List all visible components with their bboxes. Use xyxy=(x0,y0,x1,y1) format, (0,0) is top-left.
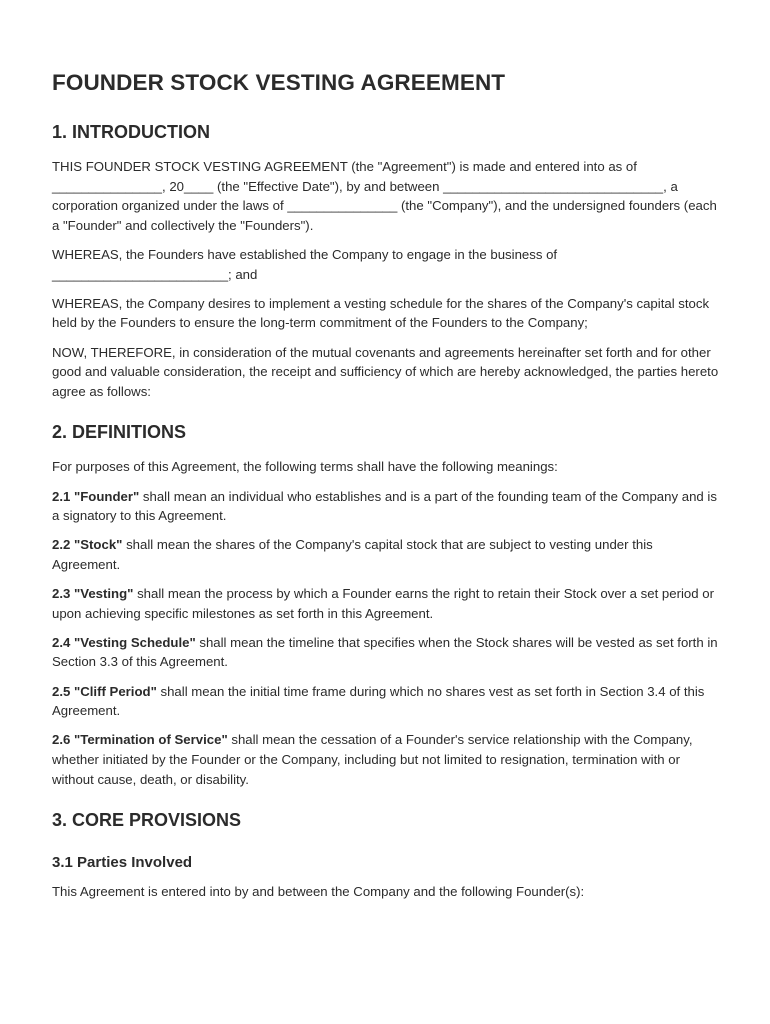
definitions-intro: For purposes of this Agreement, the following terms shall have the following meanings: xyxy=(52,459,558,475)
core-provisions-heading: 3. CORE PROVISIONS xyxy=(52,810,242,831)
whereas-business-paragraph: WHEREAS, the Founders have established the Company to engage in the business of ________________________; and xyxy=(52,246,558,282)
introduction-section xyxy=(52,122,720,401)
definition-term: 2.4 "Vesting Schedule" xyxy=(52,634,196,650)
definitions-section xyxy=(52,422,720,789)
whereas-vesting-paragraph: WHEREAS, the Company desires to implement a vesting schedule for the shares of the Company's capital stock held by the Founders to ensure the long-term commitment of the Founders to the Company; xyxy=(52,295,710,331)
definition-item-cliff-period xyxy=(52,682,720,721)
definition-text: shall mean the timeline that specifies when the Stock shares will be vested as set forth in Section 3.3 of this Agreement. xyxy=(52,634,718,670)
parties-involved-heading: 3.1 Parties Involved xyxy=(52,854,193,872)
definition-item-stock xyxy=(52,535,720,574)
definition-term: 2.5 "Cliff Period" xyxy=(52,683,157,699)
definition-text: shall mean the shares of the Company's capital stock that are subject to vesting under this Agreement. xyxy=(52,537,653,572)
definition-text: shall mean the process by which a Founder earns the right to retain their Stock over a set period or upon achieving specific milestones as set forth in this Agreement. xyxy=(52,586,714,621)
definition-item-vesting-schedule xyxy=(52,633,720,672)
definition-text: shall mean the initial time frame during which no shares vest as set forth in Section 3.4 of this Agreement. xyxy=(52,683,705,719)
definition-term: 2.1 "Founder" xyxy=(52,488,140,504)
definition-item-founder xyxy=(52,487,720,526)
definition-term: 2.6 "Termination of Service" xyxy=(52,732,228,748)
definition-text: shall mean the cessation of a Founder's service relationship with the Company, whether initiated by the Founder or the Company, including but not limited to resignation, termination with or without cause, death, or disability. xyxy=(52,732,693,787)
introduction-paragraph: THIS FOUNDER STOCK VESTING AGREEMENT (the "Agreement") is made and entered into as of _______________, 20____ (the "Effective Date"), by and between ______________________________, a corporation organized under the laws of _______________ (the "Company"), and the undersigned founders (each a "Founder" and collectively the "Founders"). xyxy=(52,159,717,233)
parties-involved-text: This Agreement is entered into by and between the Company and the following Founder(s): xyxy=(52,884,585,900)
definition-item-termination-of-service xyxy=(52,730,720,789)
definition-text: shall mean an individual who establishes and is a part of the founding team of the Company and is a signatory to this Agreement. xyxy=(52,488,717,524)
definition-item-vesting xyxy=(52,584,720,623)
core-provisions-section xyxy=(52,810,720,902)
definitions-heading: 2. DEFINITIONS xyxy=(52,422,187,443)
definition-term: 2.2 "Stock" xyxy=(52,537,123,553)
definition-term: 2.3 "Vesting" xyxy=(52,586,134,602)
introduction-heading: 1. INTRODUCTION xyxy=(52,122,211,142)
document-title: FOUNDER STOCK VESTING AGREEMENT xyxy=(52,70,506,95)
now-therefore-paragraph: NOW, THEREFORE, in consideration of the mutual covenants and agreements hereinafter set forth and for other good and valuable consideration, the receipt and sufficiency of which are hereby acknowledged, the parties hereto agree as follows: xyxy=(52,344,719,399)
